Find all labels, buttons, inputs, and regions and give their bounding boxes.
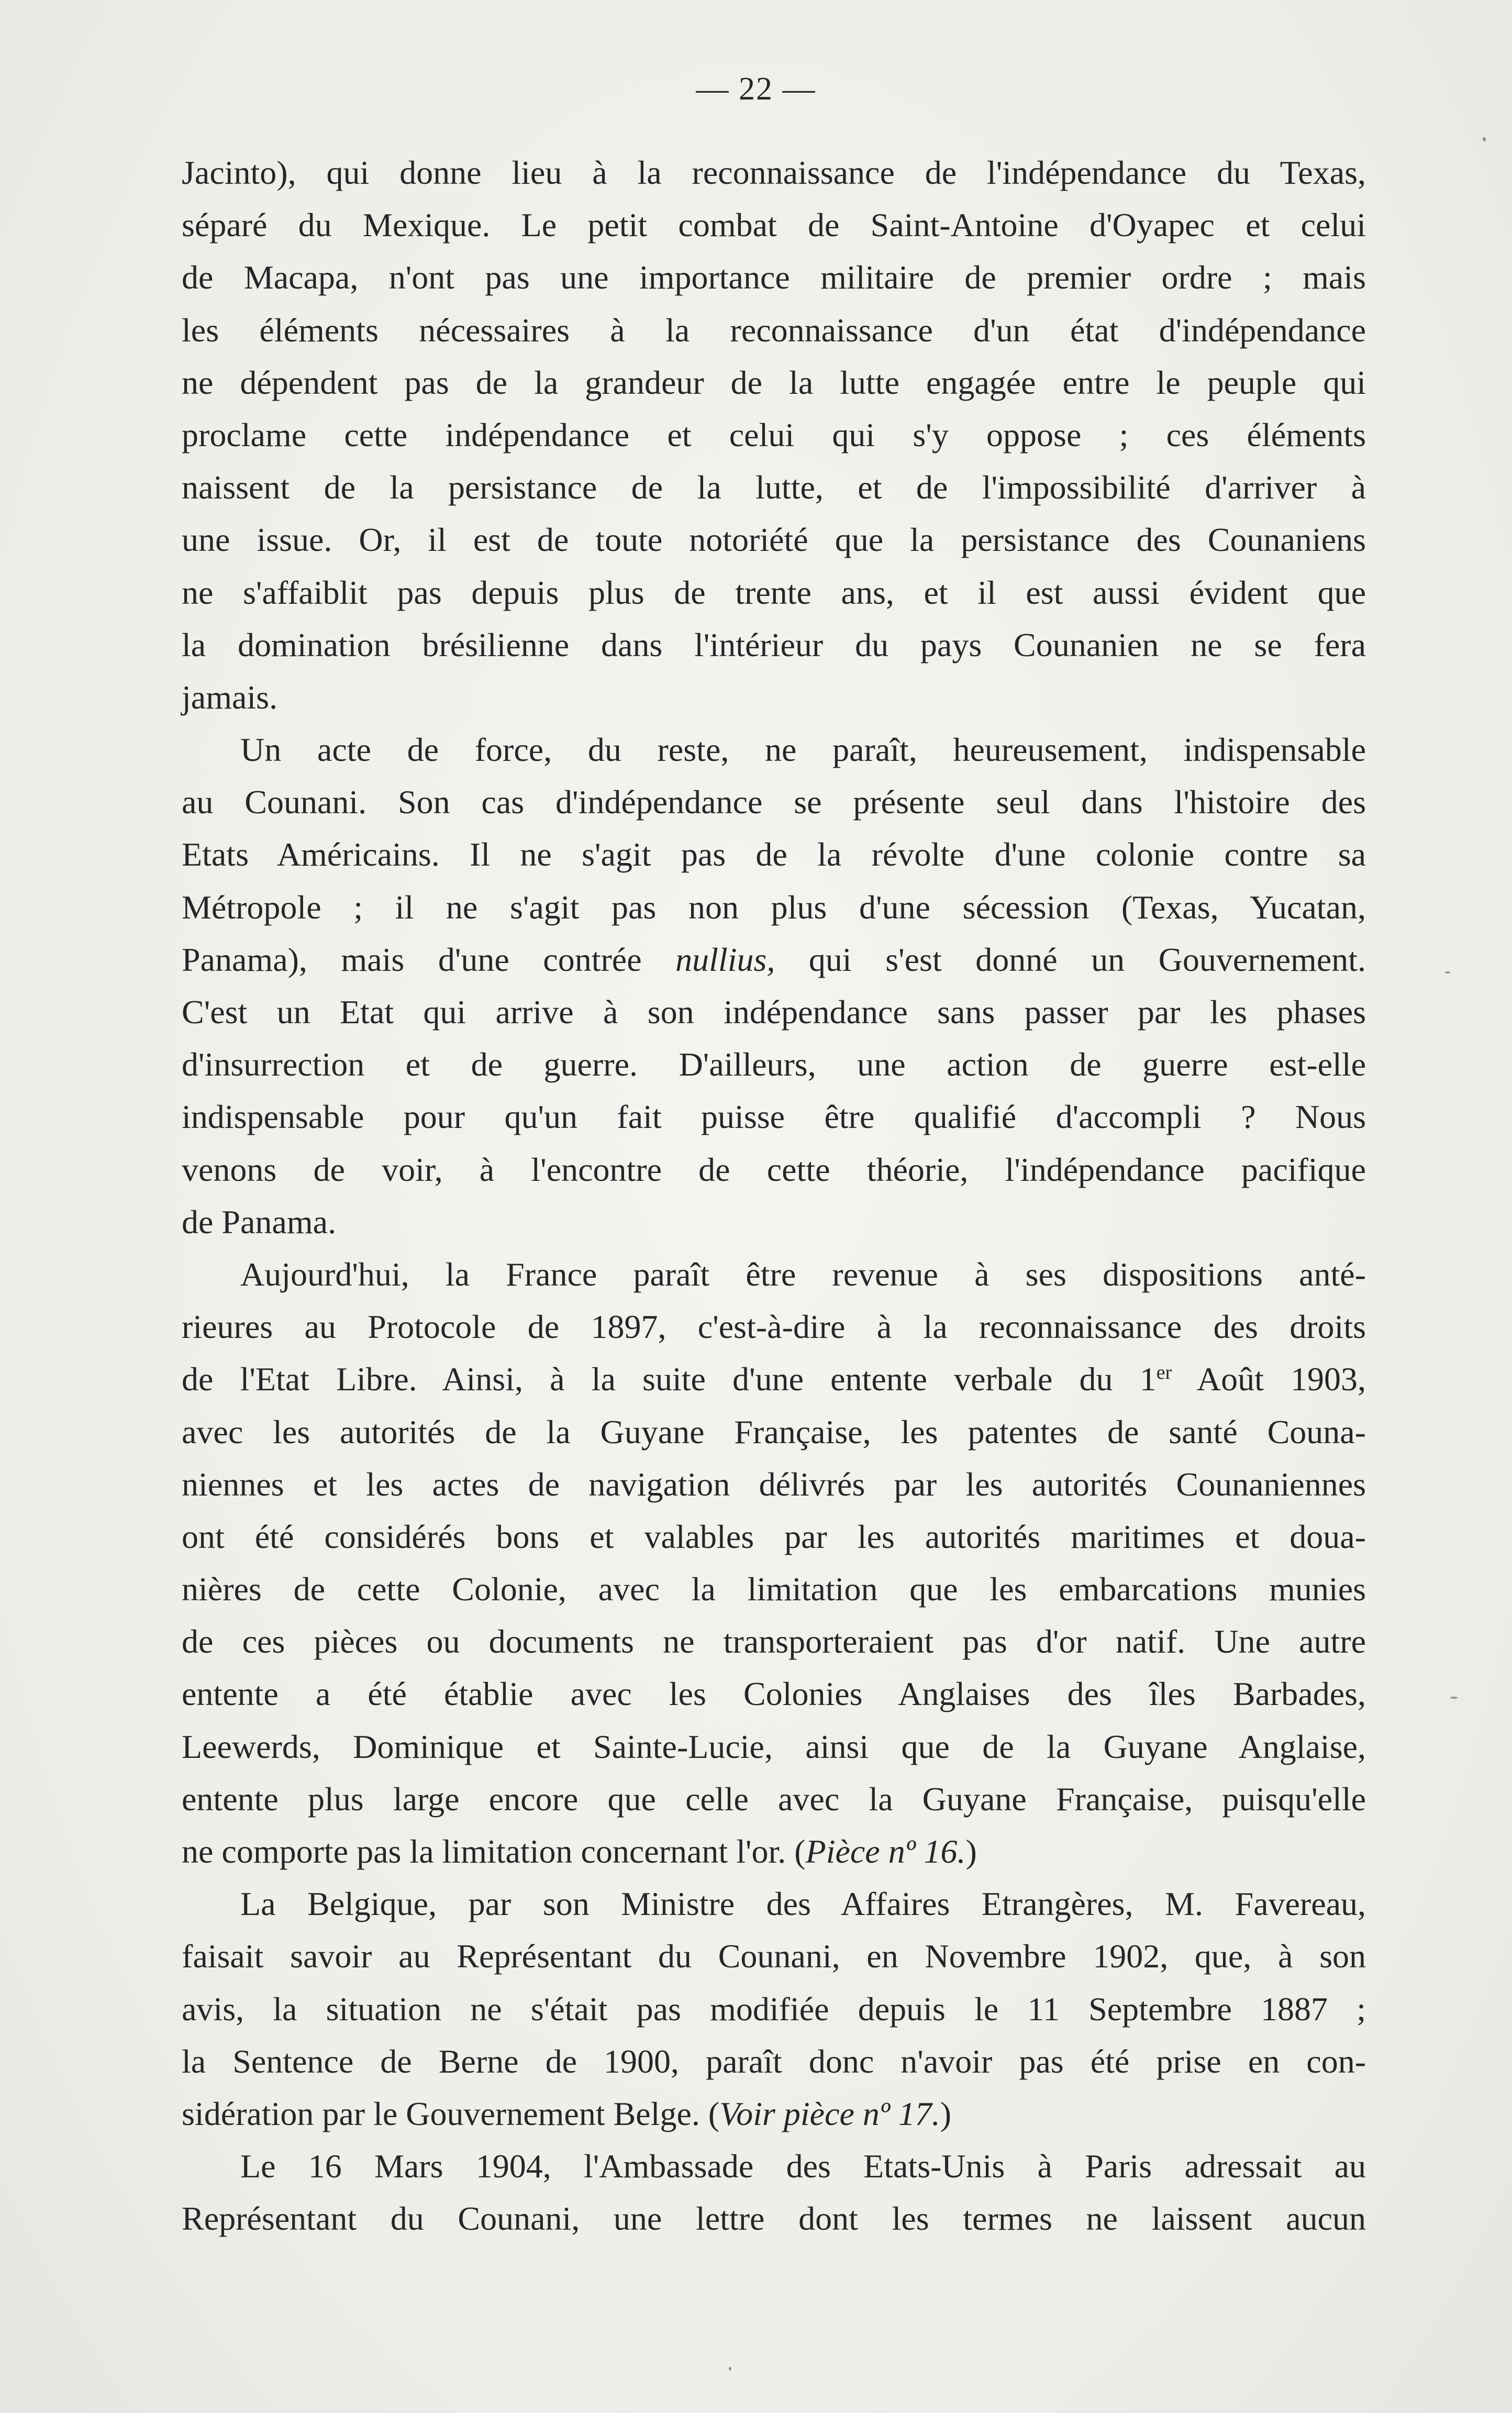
paragraph [182,724,1366,1248]
text-line [182,1983,1366,2035]
italic-reference: nullius, [675,940,775,978]
text-line [182,1930,1366,1983]
page-number: — 22 — [696,71,816,107]
text-segment: ne comporte pas la limitation concernant l'or. ( [182,1833,806,1870]
text-line [182,567,1366,619]
text-segment: Jacinto), qui donne lieu à la reconnaissance de l'indépendance du Texas, [182,154,1366,191]
text-segment: rieures au Protocole de 1897, c'est-à-dire à la reconnaissance des droits [182,1308,1366,1346]
text-segment: venons de voir, à l'encontre de cette théorie, l'indépendance pacifique [182,1150,1366,1188]
text-segment: d'insurrection et de guerre. D'ailleurs, une action de guerre est-elle [182,1046,1366,1083]
text-line [182,1458,1366,1511]
scan-speck [1450,1697,1458,1699]
text-line [182,619,1366,671]
text-segment: niennes et les actes de navigation délivrés par les autorités Counaniennes [182,1465,1366,1503]
text-line [182,2035,1366,2088]
text-segment: Leewerds, Dominique et Sainte-Lucie, ainsi que de la Guyane Anglaise, [182,1728,1366,1765]
paragraph [182,147,1366,724]
text-line [182,724,1366,776]
scan-speck [729,2367,731,2371]
text-line [182,1721,1366,1773]
text-line [182,1144,1366,1196]
text-line [182,514,1366,566]
text-segment: La Belgique, par son Ministre des Affaires Etrangères, M. Favereau, [240,1885,1366,1923]
text-segment: Etats Américains. Il ne s'agit pas de la révolte d'une colonie contre sa [182,836,1366,873]
text-segment: de ces pièces ou documents ne transporteraient pas d'or natif. Une autre [182,1623,1366,1661]
text-line [182,1196,1366,1248]
text-segment: une issue. Or, il est de toute notoriété que la persistance des Counaniens [182,521,1366,559]
text-line [182,409,1366,461]
text-line [182,776,1366,828]
superscript: er [1156,1362,1172,1384]
text-segment: Août 1903, [1172,1360,1366,1398]
text-segment: de Macapa, n'ont pas une importance militaire de premier ordre ; mais [182,259,1366,296]
text-segment: Le 16 Mars 1904, l'Ambassade des Etats-Unis à Paris adressait au [240,2148,1366,2185]
text-segment: qui s'est donné un Gouvernement. [775,940,1366,978]
text-segment: la domination brésilienne dans l'intérieur du pays Counanien ne se fera [182,626,1366,663]
scan-speck [1445,971,1450,973]
text-line [182,828,1366,881]
text-segment: proclame cette indépendance et celui qui s'y oppose ; ces éléments [182,416,1366,453]
text-segment: sidération par le Gouvernement Belge. ( [182,2095,720,2132]
text-segment: naissent de la persistance de la lutte, et de l'impossibilité d'arriver à [182,469,1366,506]
text-line [182,251,1366,304]
text-line [182,881,1366,934]
text-segment: Un acte de force, du reste, ne paraît, heureusement, indispensable [240,731,1366,769]
text-segment: jamais. [182,678,278,716]
text-line [182,2193,1366,2245]
text-segment: la Sentence de Berne de 1900, paraît donc n'avoir pas été prise en con- [182,2042,1366,2080]
text-line [182,671,1366,724]
italic-reference: Pièce nº 16. [805,1833,966,1870]
text-line [182,357,1366,409]
text-line [182,2140,1366,2193]
text-segment: ont été considérés bons et valables par les autorités maritimes et doua- [182,1518,1366,1555]
text-line [182,1406,1366,1458]
text-segment: indispensable pour qu'un fait puisse être qualifié d'accompli ? Nous [182,1098,1366,1136]
text-line [182,1825,1366,1878]
text-segment: ne s'affaiblit pas depuis plus de trente ans, et il est aussi évident que [182,573,1366,611]
paragraph [182,2140,1366,2245]
text-line [182,1563,1366,1615]
text-line [182,2088,1366,2140]
text-segment: avec les autorités de la Guyane Française, les patentes de santé Couna- [182,1413,1366,1451]
text-line [182,1091,1366,1143]
text-line [182,1511,1366,1563]
text-line [182,147,1366,199]
text-segment: de Panama. [182,1203,336,1241]
text-segment: entente a été établie avec les Colonies Anglaises des îles Barbades, [182,1675,1366,1713]
text-line [182,1301,1366,1353]
text-segment: les éléments nécessaires à la reconnaissance d'un état d'indépendance [182,311,1366,349]
text-line [182,1248,1366,1301]
text-segment: Panama), mais d'une contrée [182,940,676,978]
text-segment: ne dépendent pas de la grandeur de la lutte engagée entre le peuple qui [182,363,1366,401]
text-line [182,1878,1366,1930]
text-segment: Métropole ; il ne s'agit pas non plus d'une sécession (Texas, Yucatan, [182,888,1366,926]
text-segment: nières de cette Colonie, avec la limitation que les embarcations munies [182,1570,1366,1608]
body-text [182,147,1366,2245]
text-line [182,461,1366,514]
text-segment: C'est un Etat qui arrive à son indépendance sans passer par les phases [182,993,1366,1031]
text-segment: Aujourd'hui, la France paraît être revenue à ses dispositions anté- [240,1255,1366,1293]
text-segment: séparé du Mexique. Le petit combat de Saint-Antoine d'Oyapec et celui [182,206,1366,244]
text-segment: Représentant du Counani, une lettre dont les termes ne laissent aucun [182,2200,1366,2238]
text-segment: avis, la situation ne s'était pas modifiée depuis le 11 Septembre 1887 ; [182,1990,1366,2028]
text-segment: ) [940,2095,952,2132]
text-line [182,934,1366,986]
text-segment: faisait savoir au Représentant du Counani, en Novembre 1902, que, à son [182,1938,1366,1975]
text-line [182,986,1366,1038]
text-segment: de l'Etat Libre. Ainsi, à la suite d'une entente verbale du 1 [182,1360,1157,1398]
text-line [182,1773,1366,1825]
italic-reference: Voir pièce nº 17. [719,2095,940,2132]
scan-speck [1483,137,1486,141]
paragraph [182,1248,1366,1878]
text-line [182,199,1366,251]
text-segment: entente plus large encore que celle avec la Guyane Française, puisqu'elle [182,1780,1366,1818]
text-line [182,1353,1366,1405]
text-line [182,304,1366,357]
text-segment: ) [965,1833,977,1870]
text-line [182,1668,1366,1720]
text-line [182,1615,1366,1668]
text-line [182,1038,1366,1091]
text-segment: au Counani. Son cas d'indépendance se présente seul dans l'histoire des [182,783,1366,821]
paragraph [182,1878,1366,2140]
